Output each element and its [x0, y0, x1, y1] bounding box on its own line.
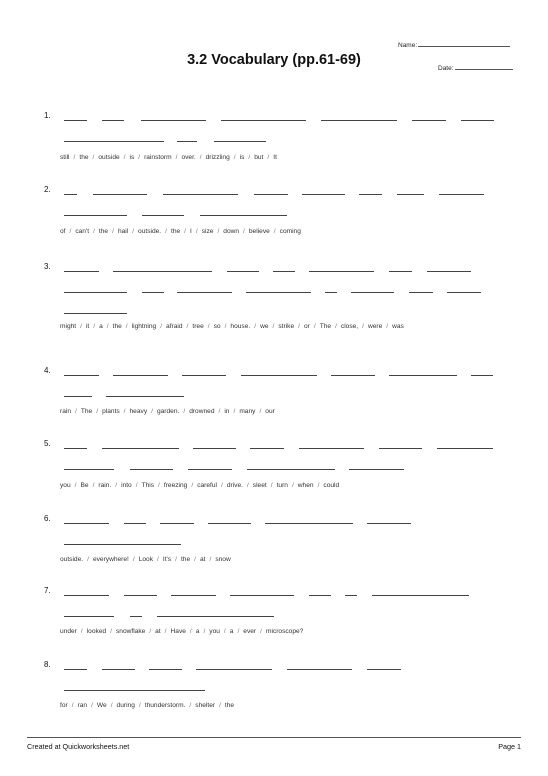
- page-number: Page 1: [498, 742, 521, 751]
- word-separator: /: [207, 323, 210, 330]
- word-separator: /: [217, 228, 220, 235]
- word-separator: /: [317, 482, 320, 489]
- word-bank-word: snowflake: [116, 628, 146, 635]
- word-bank: [60, 322, 500, 332]
- answer-blank[interactable]: [106, 396, 184, 397]
- word-separator: /: [164, 628, 167, 635]
- word-bank-word: Look: [138, 556, 154, 563]
- answer-blank[interactable]: [214, 141, 266, 142]
- word-separator: /: [260, 628, 262, 635]
- word-separator: /: [123, 154, 126, 161]
- word-bank-word: over.: [181, 154, 196, 161]
- word-bank-word: sleet: [252, 482, 267, 489]
- word-separator: /: [106, 323, 109, 330]
- answer-blank[interactable]: [349, 469, 404, 470]
- word-separator: /: [194, 556, 196, 563]
- answer-blank[interactable]: [64, 544, 181, 545]
- answer-blank[interactable]: [64, 194, 77, 195]
- word-separator: /: [233, 408, 236, 415]
- word-separator: /: [80, 628, 83, 635]
- word-bank-word: of: [60, 228, 66, 235]
- word-separator: /: [110, 628, 112, 635]
- answer-blank[interactable]: [389, 375, 457, 376]
- word-bank-word: still: [60, 154, 70, 161]
- answer-blank[interactable]: [447, 292, 481, 293]
- word-bank-word: drive.: [226, 482, 243, 489]
- word-bank-word: strike: [278, 323, 295, 330]
- word-bank-word: is: [129, 154, 135, 161]
- word-bank-word: It: [273, 154, 277, 161]
- answer-blank[interactable]: [250, 448, 284, 449]
- answer-blank[interactable]: [113, 271, 212, 272]
- answer-blank[interactable]: [64, 313, 127, 314]
- word-bank-word: ever: [243, 628, 257, 635]
- word-separator: /: [243, 228, 245, 235]
- word-separator: /: [149, 628, 152, 635]
- answer-blank[interactable]: [427, 271, 471, 272]
- word-separator: /: [254, 323, 257, 330]
- word-separator: /: [138, 702, 141, 709]
- word-bank-word: for: [60, 702, 68, 709]
- word-bank-word: could: [323, 482, 340, 489]
- answer-blank[interactable]: [64, 120, 87, 121]
- word-bank-word: our: [265, 408, 275, 415]
- answer-blank[interactable]: [124, 595, 157, 596]
- word-separator: /: [184, 228, 187, 235]
- word-separator: /: [132, 556, 135, 563]
- word-separator: /: [270, 482, 273, 489]
- answer-blank[interactable]: [64, 448, 87, 449]
- word-bank-word: ran: [77, 702, 88, 709]
- answer-blank[interactable]: [171, 595, 216, 596]
- word-separator: /: [189, 702, 192, 709]
- word-separator: /: [259, 408, 262, 415]
- word-separator: /: [195, 228, 198, 235]
- word-separator: /: [160, 323, 163, 330]
- answer-blank[interactable]: [102, 120, 124, 121]
- word-bank-word: hail: [117, 228, 129, 235]
- word-bank-word: coming: [279, 228, 301, 235]
- word-bank: [60, 627, 500, 637]
- answer-blank[interactable]: [177, 292, 232, 293]
- word-separator: /: [69, 228, 72, 235]
- word-separator: /: [165, 228, 167, 235]
- answer-blank[interactable]: [227, 271, 259, 272]
- answer-blank[interactable]: [124, 523, 146, 524]
- answer-blank[interactable]: [412, 120, 446, 121]
- word-separator: /: [92, 154, 95, 161]
- word-bank-word: turn: [276, 482, 288, 489]
- word-bank-word: during: [116, 702, 135, 709]
- word-bank: [60, 555, 500, 565]
- word-bank-word: you: [209, 628, 220, 635]
- word-bank-word: the: [224, 702, 235, 709]
- word-separator: /: [157, 556, 159, 563]
- word-separator: /: [93, 323, 96, 330]
- word-bank-word: This: [141, 482, 155, 489]
- answer-blank[interactable]: [182, 375, 226, 376]
- word-bank-word: outside: [98, 154, 120, 161]
- answer-blank[interactable]: [64, 523, 109, 524]
- answer-blank[interactable]: [265, 523, 353, 524]
- word-separator: /: [123, 408, 126, 415]
- word-bank-word: tree: [192, 323, 204, 330]
- word-bank-word: The: [80, 408, 93, 415]
- answer-blank[interactable]: [299, 448, 364, 449]
- word-bank-word: plants: [102, 408, 120, 415]
- word-bank-word: I: [190, 228, 192, 235]
- word-bank-word: looked: [86, 628, 107, 635]
- word-separator: /: [186, 323, 189, 330]
- word-separator: /: [203, 628, 206, 635]
- answer-blank[interactable]: [325, 292, 337, 293]
- word-bank-word: freezing: [163, 482, 188, 489]
- answer-blank[interactable]: [130, 469, 173, 470]
- word-bank-word: snow: [215, 556, 231, 563]
- word-bank-word: into: [121, 482, 132, 489]
- word-bank-word: drizzling: [205, 154, 230, 161]
- answer-blank[interactable]: [113, 375, 168, 376]
- word-bank-word: it: [85, 323, 90, 330]
- word-bank-word: house.: [230, 323, 251, 330]
- answer-blank[interactable]: [64, 271, 99, 272]
- answer-blank[interactable]: [221, 120, 306, 121]
- word-separator: /: [125, 323, 128, 330]
- word-bank-word: Be: [80, 482, 89, 489]
- word-bank-word: heavy: [129, 408, 148, 415]
- word-bank-word: rain.: [98, 482, 112, 489]
- word-bank-word: at: [199, 556, 206, 563]
- word-bank-word: the: [112, 323, 122, 330]
- word-bank-word: careful: [197, 482, 217, 489]
- word-bank-word: We: [96, 702, 107, 709]
- answer-blank[interactable]: [177, 141, 197, 142]
- word-separator: /: [291, 482, 294, 489]
- question-number: 6.: [44, 514, 51, 523]
- word-bank-word: but: [254, 154, 264, 161]
- word-separator: /: [246, 482, 249, 489]
- word-bank-word: we: [260, 323, 269, 330]
- word-bank-word: The: [319, 323, 332, 330]
- answer-blank[interactable]: [309, 271, 374, 272]
- answer-blank[interactable]: [247, 469, 335, 470]
- answer-blank[interactable]: [409, 292, 433, 293]
- answer-blank[interactable]: [246, 292, 311, 293]
- answer-blank[interactable]: [321, 120, 397, 121]
- word-separator: /: [335, 323, 337, 330]
- answer-blank[interactable]: [163, 194, 238, 195]
- word-bank-word: drowned: [189, 408, 215, 415]
- name-label: Name:: [398, 42, 418, 49]
- date-label: Date:: [438, 65, 454, 72]
- word-bank-word: close,: [340, 323, 359, 330]
- word-bank-word: under: [60, 628, 77, 635]
- answer-blank[interactable]: [64, 616, 114, 617]
- answer-blank[interactable]: [367, 669, 401, 670]
- word-bank-word: down: [223, 228, 240, 235]
- word-separator: /: [158, 482, 160, 489]
- answer-blank[interactable]: [64, 469, 114, 470]
- answer-blank[interactable]: [193, 448, 236, 449]
- answer-blank[interactable]: [102, 669, 135, 670]
- word-separator: /: [386, 323, 389, 330]
- footer-divider: [27, 737, 521, 738]
- word-separator: /: [92, 482, 95, 489]
- word-bank-word: a: [195, 628, 200, 635]
- word-separator: /: [298, 323, 300, 330]
- word-bank-word: rainstorm: [144, 154, 172, 161]
- word-bank-word: It's: [162, 556, 172, 563]
- word-separator: /: [96, 408, 99, 415]
- word-separator: /: [175, 154, 178, 161]
- word-bank-word: outside.: [138, 228, 162, 235]
- word-separator: /: [362, 323, 364, 330]
- word-bank-word: rain: [60, 408, 71, 415]
- word-bank-word: when: [297, 482, 314, 489]
- word-bank-word: shelter: [195, 702, 216, 709]
- word-separator: /: [313, 323, 316, 330]
- question-number: 5.: [44, 439, 51, 448]
- answer-blank[interactable]: [64, 215, 127, 216]
- word-bank-word: many: [239, 408, 256, 415]
- word-separator: /: [233, 154, 236, 161]
- word-separator: /: [199, 154, 202, 161]
- word-bank: [60, 227, 500, 237]
- answer-blank[interactable]: [273, 271, 295, 272]
- answer-blank[interactable]: [142, 215, 184, 216]
- answer-blank[interactable]: [141, 120, 206, 121]
- answer-blank[interactable]: [379, 448, 422, 449]
- word-separator: /: [91, 702, 93, 709]
- answer-blank[interactable]: [64, 595, 109, 596]
- answer-blank[interactable]: [461, 120, 494, 121]
- word-separator: /: [112, 228, 114, 235]
- word-bank: [60, 481, 500, 491]
- word-separator: /: [209, 556, 212, 563]
- word-separator: /: [132, 228, 135, 235]
- answer-blank[interactable]: [208, 523, 251, 524]
- word-bank-word: was: [392, 323, 404, 330]
- question-number: 2.: [44, 185, 51, 194]
- page-title: 3.2 Vocabulary (pp.61-69): [187, 52, 361, 68]
- word-bank: [60, 701, 500, 711]
- word-bank-word: microscope?: [265, 628, 304, 635]
- answer-blank[interactable]: [372, 595, 469, 596]
- answer-blank[interactable]: [157, 616, 274, 617]
- answer-blank[interactable]: [200, 215, 287, 216]
- question-number: 1.: [44, 111, 51, 120]
- word-separator: /: [183, 408, 186, 415]
- answer-blank[interactable]: [142, 292, 164, 293]
- word-separator: /: [93, 228, 95, 235]
- name-field: [398, 40, 510, 49]
- answer-blank[interactable]: [64, 141, 164, 142]
- word-separator: /: [219, 702, 221, 709]
- answer-blank[interactable]: [302, 194, 345, 195]
- word-bank-word: outside.: [60, 556, 84, 563]
- word-separator: /: [110, 702, 113, 709]
- answer-blank[interactable]: [241, 375, 317, 376]
- word-separator: /: [224, 323, 227, 330]
- word-separator: /: [73, 154, 76, 161]
- word-separator: /: [220, 482, 223, 489]
- question-number: 7.: [44, 586, 51, 595]
- word-separator: /: [218, 408, 221, 415]
- word-bank-word: lightning: [131, 323, 157, 330]
- word-separator: /: [273, 228, 276, 235]
- answer-blank[interactable]: [149, 669, 182, 670]
- answer-blank[interactable]: [230, 595, 294, 596]
- word-bank-word: believe: [248, 228, 270, 235]
- answer-blank[interactable]: [309, 595, 331, 596]
- word-bank-word: you: [60, 482, 71, 489]
- word-bank-word: the: [98, 228, 109, 235]
- answer-blank[interactable]: [64, 690, 205, 691]
- word-separator: /: [138, 154, 141, 161]
- word-bank-word: the: [79, 154, 89, 161]
- word-separator: /: [189, 628, 192, 635]
- word-separator: /: [223, 628, 226, 635]
- word-separator: /: [175, 556, 177, 563]
- answer-blank[interactable]: [102, 448, 179, 449]
- word-bank-word: can't: [75, 228, 90, 235]
- answer-blank[interactable]: [196, 669, 272, 670]
- word-separator: /: [75, 408, 77, 415]
- answer-blank[interactable]: [254, 194, 288, 195]
- answer-blank[interactable]: [351, 292, 394, 293]
- answer-blank[interactable]: [93, 194, 147, 195]
- word-bank-word: the: [171, 228, 181, 235]
- answer-blank[interactable]: [188, 469, 232, 470]
- answer-blank[interactable]: [439, 194, 484, 195]
- answer-blank[interactable]: [345, 595, 357, 596]
- word-bank-word: so: [213, 323, 221, 330]
- answer-blank[interactable]: [64, 375, 99, 376]
- word-bank-word: the: [180, 556, 191, 563]
- word-bank-word: garden.: [156, 408, 180, 415]
- word-bank-word: were: [367, 323, 383, 330]
- answer-blank[interactable]: [287, 669, 352, 670]
- footer-credit: Created at Quickworksheets.net: [27, 742, 130, 751]
- word-bank-word: or: [303, 323, 310, 330]
- word-separator: /: [71, 702, 74, 709]
- word-separator: /: [151, 408, 153, 415]
- word-separator: /: [272, 323, 275, 330]
- word-bank-word: is: [239, 154, 245, 161]
- question-number: 3.: [44, 262, 51, 271]
- answer-blank[interactable]: [471, 375, 493, 376]
- word-separator: /: [115, 482, 118, 489]
- word-separator: /: [267, 154, 270, 161]
- word-separator: /: [135, 482, 138, 489]
- word-bank-word: afraid: [166, 323, 183, 330]
- word-separator: /: [248, 154, 251, 161]
- word-bank: [60, 153, 500, 163]
- word-bank-word: a: [229, 628, 234, 635]
- word-bank-word: thunderstorm.: [144, 702, 186, 709]
- word-bank-word: might: [60, 323, 77, 330]
- answer-blank[interactable]: [331, 375, 375, 376]
- word-bank-word: size: [201, 228, 214, 235]
- answer-blank[interactable]: [389, 271, 412, 272]
- answer-blank[interactable]: [130, 616, 142, 617]
- question-number: 4.: [44, 366, 51, 375]
- word-separator: /: [87, 556, 89, 563]
- word-bank-word: everywhere!: [92, 556, 129, 563]
- word-separator: /: [74, 482, 77, 489]
- name-underline: [418, 40, 510, 47]
- word-bank: [60, 407, 500, 417]
- word-separator: /: [237, 628, 240, 635]
- answer-blank[interactable]: [359, 194, 382, 195]
- answer-blank[interactable]: [160, 523, 194, 524]
- answer-blank[interactable]: [437, 448, 493, 449]
- word-bank-word: Have: [170, 628, 186, 635]
- answer-blank[interactable]: [64, 292, 127, 293]
- question-number: 8.: [44, 660, 51, 669]
- answer-blank[interactable]: [367, 523, 411, 524]
- answer-blank[interactable]: [397, 194, 424, 195]
- word-bank-word: in: [224, 408, 230, 415]
- word-bank-word: at: [155, 628, 161, 635]
- word-separator: /: [191, 482, 194, 489]
- answer-blank[interactable]: [64, 669, 87, 670]
- answer-blank[interactable]: [64, 396, 92, 397]
- word-separator: /: [80, 323, 82, 330]
- word-bank-word: a: [99, 323, 103, 330]
